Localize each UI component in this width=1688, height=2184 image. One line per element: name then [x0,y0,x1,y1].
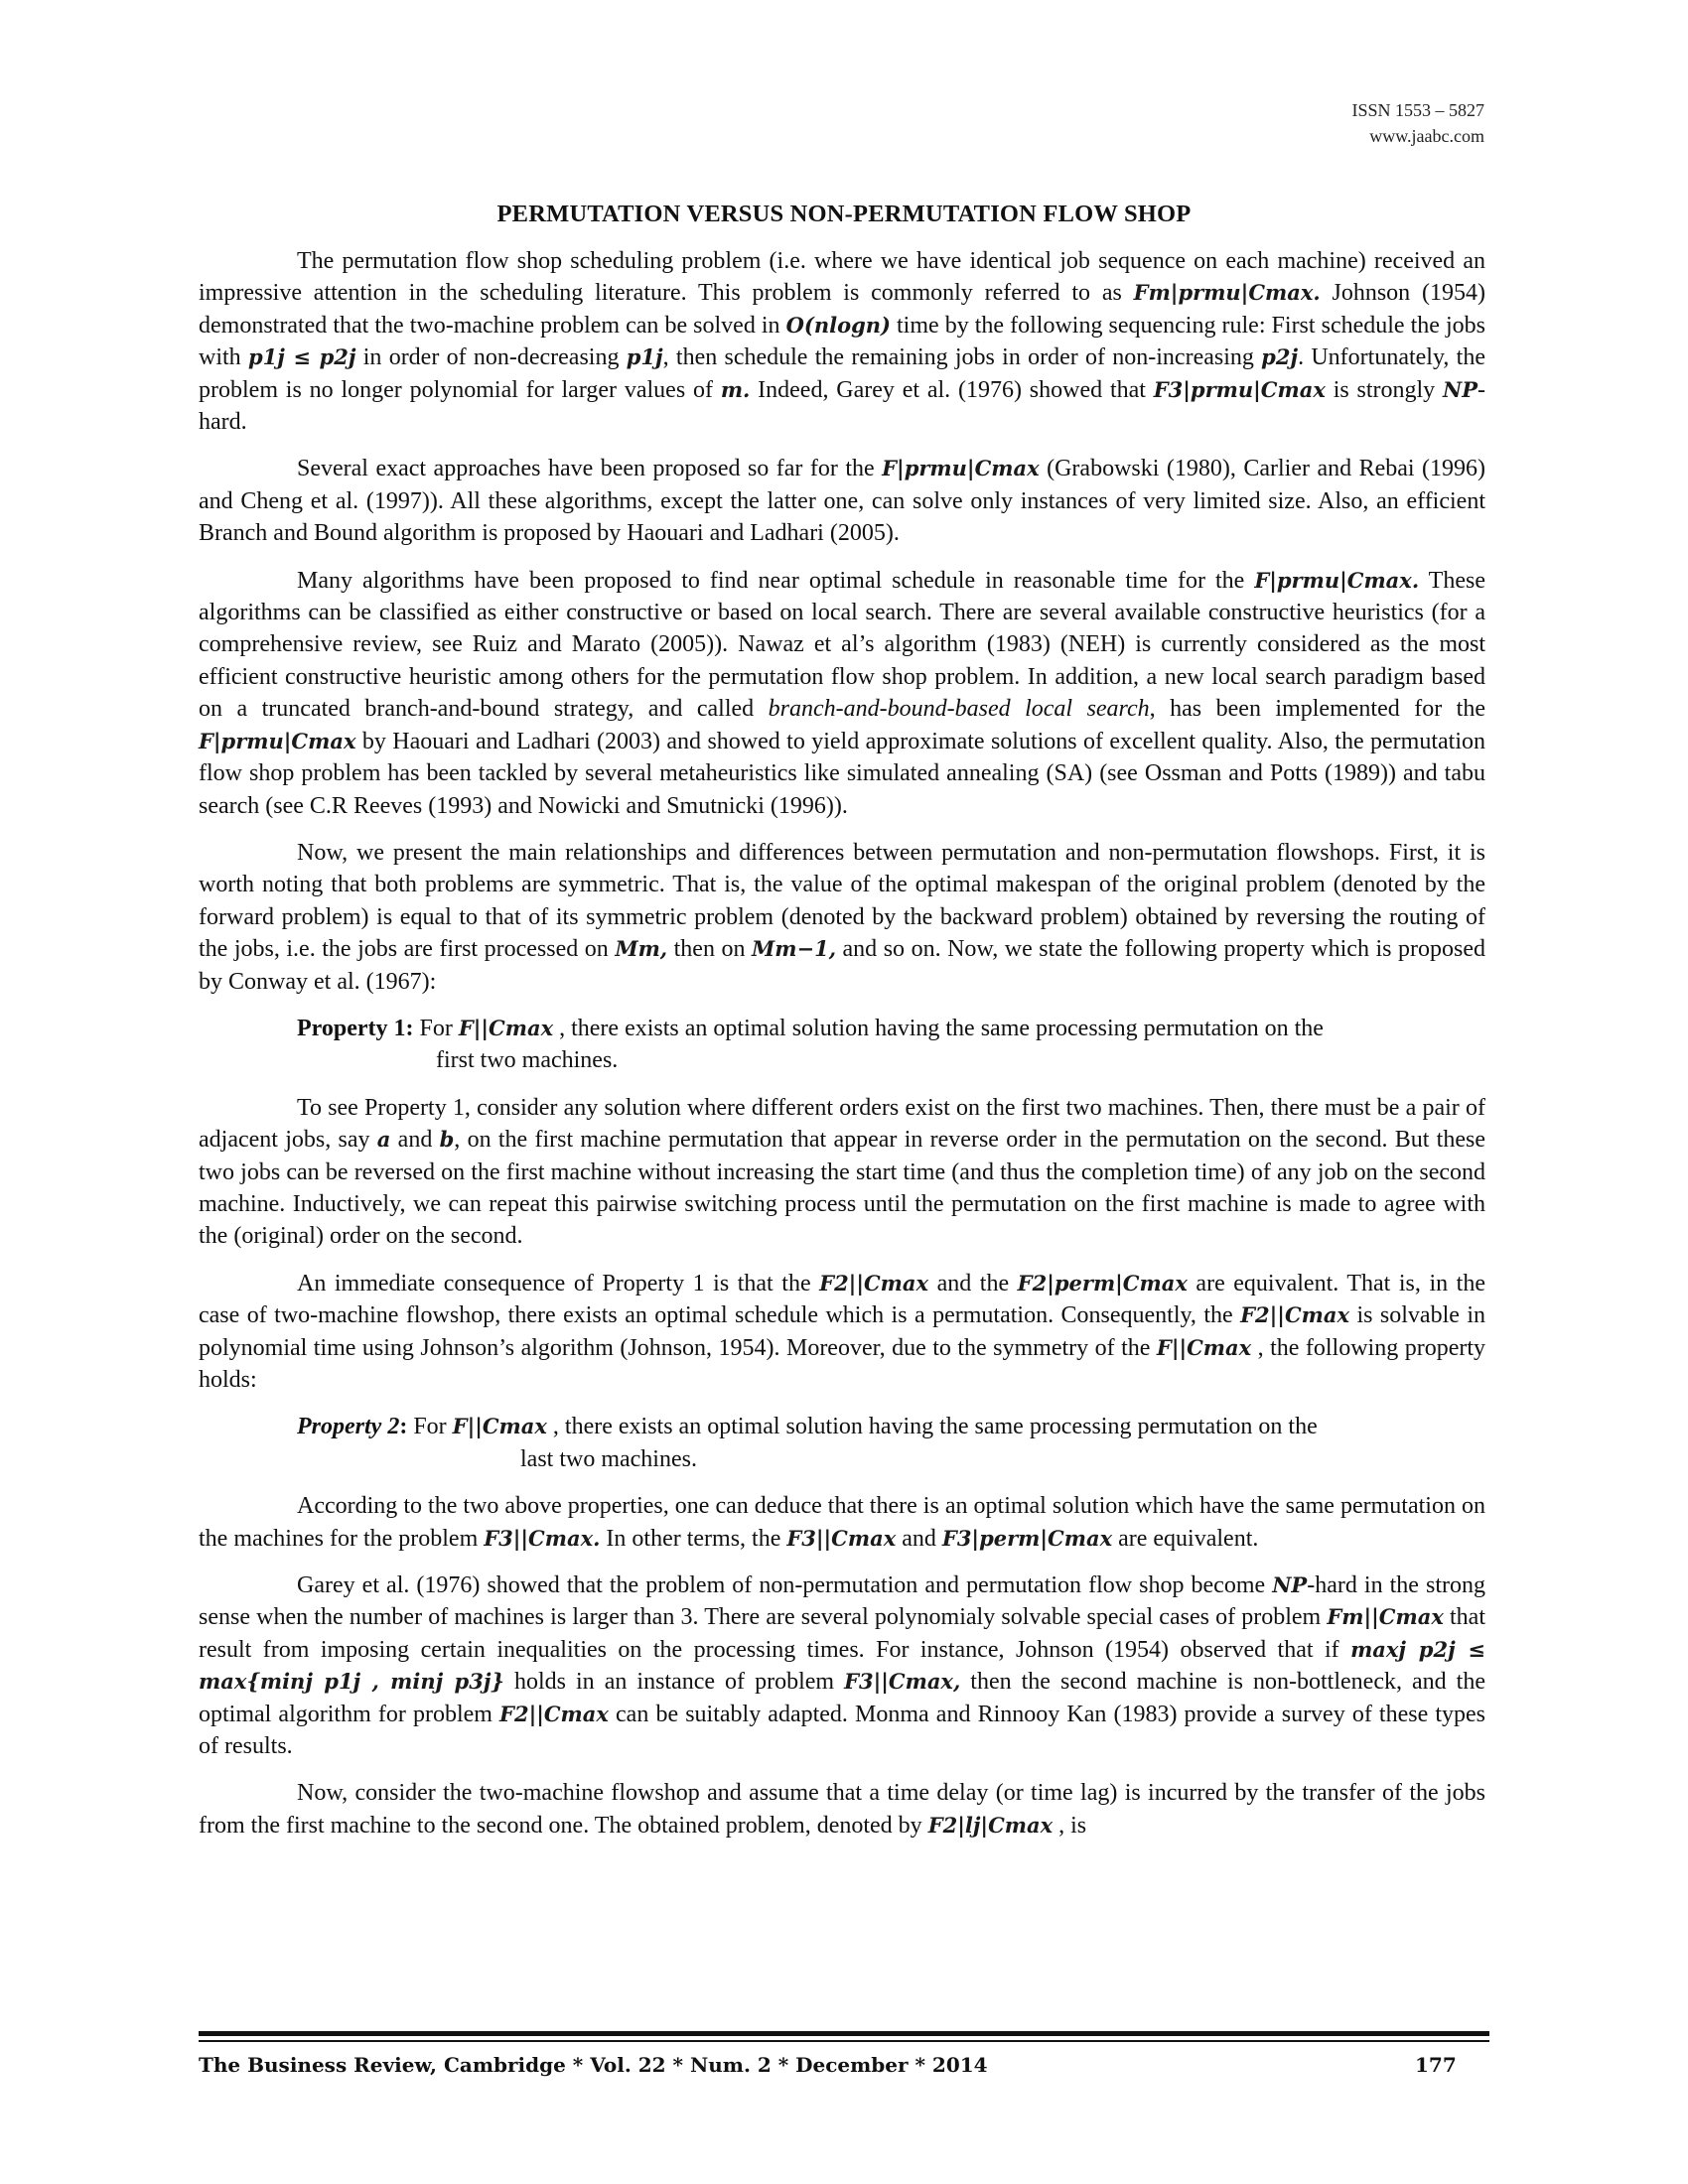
math-expression: m. [720,376,751,402]
paragraph [199,1777,1485,1842]
math-expression: F2||Cmax [1240,1302,1350,1328]
website-link[interactable]: www.jaabc.com [1369,126,1484,146]
paragraph [199,1490,1485,1555]
paragraph-text: , is [1053,1812,1087,1839]
page-header [1351,97,1484,149]
math-expression: maxj p2j ≤ max{minj p1j , minj p3j} [199,1636,1486,1695]
paragraph-text: is strongly [1325,376,1444,403]
paragraph-group-3 [199,1490,1485,1842]
math-expression: Fm|prmu|Cmax. [1133,280,1321,306]
math-expression: NP [1443,376,1478,402]
paragraph-text: . Unfortunately, the problem is no longer polynomial for larger values of [199,344,1485,403]
math-expression: F||Cmax [1156,1334,1252,1360]
paragraph-text: , the following property holds: [199,1334,1486,1393]
paragraph-text: that result from imposing certain inequalities on the processing times. For instance, Johnson (1954) observed that if [199,1604,1485,1663]
paragraph-text: and [896,1525,942,1552]
math-expression: a [376,1127,391,1153]
property-1-pre: For [413,1015,459,1041]
math-expression: F3||Cmax [786,1525,897,1551]
paragraph-text: According to the two above properties, one can deduce that there is an optimal solution which have the same permutation on the machines for the problem [199,1493,1485,1552]
paragraph-text: , has been implemented for the [1149,696,1486,723]
paragraph-text: , then schedule the remaining jobs in order of non-increasing [662,344,1262,371]
property-1-label: Property 1: [297,1015,414,1041]
paragraph-text: are equivalent. [1112,1525,1259,1552]
math-expression: NP [1272,1572,1308,1598]
paragraph-text: In other terms, the [600,1525,787,1552]
property-2-text: , there exists an optimal solution having the same processing permutation on the [546,1414,1318,1440]
paragraph [199,1570,1485,1762]
math-expression: F2||Cmax [819,1270,929,1296]
paragraph-text: holds in an instance of problem [503,1669,845,1696]
math-expression: Mm, [615,936,668,962]
section-title: PERMUTATION VERSUS NON-PERMUTATION FLOW SHOP [496,201,1192,227]
paragraph [199,453,1485,549]
property-1 [199,1013,1485,1077]
math-expression: p2j [1261,344,1299,370]
property-1-math: F||Cmax [458,1015,554,1040]
paragraph-text: Many algorithms have been proposed to find near optimal schedule in reasonable time for the [297,567,1255,594]
paragraph-text: are equivalent. That is, in the case of two-machine flowshop, there exists an optimal schedule which is a permutation. Consequently, the [199,1270,1485,1329]
paragraph-text: , on the first machine permutation that appear in reverse order in the permutation on the second. But these two jobs can be reversed on the first machine without increasing the start time (and thus the completion time) of any job on the second machine. Inductively, we can repeat this pairwise switching process until the permutation on the first machine is made to agree with the (original) order on the second. [199,1127,1485,1250]
property-2-label: Property 2 [297,1414,400,1440]
paragraph-text: -hard. [199,376,1486,436]
paragraph-text: Garey et al. (1976) showed that the problem of non-permutation and permutation flow shop become [297,1572,1273,1599]
paragraph-text: and so on. Now, we state the following property which is proposed by Conway et al. (1967): [199,936,1485,995]
paragraph-text: Johnson (1954) demonstrated that the two-machine problem can be solved in [199,280,1485,339]
property-2-continuation: last two machines. [520,1445,697,1472]
paragraph-group-1 [199,245,1485,998]
math-expression: F3|perm|Cmax [941,1525,1113,1551]
paragraph-text: An immediate consequence of Property 1 is that the [297,1270,820,1297]
paragraph-text: can be suitably adapted. Monma and Rinnooy Kan (1983) provide a survey of these types of results. [199,1701,1485,1760]
math-expression: Mm−1, [752,936,836,962]
math-expression: F3|prmu|Cmax [1153,376,1326,402]
paragraph-text: These algorithms can be classified as either constructive or based on local search. There are several available constructive heuristics (for a comprehensive review, see Ruiz and Marato (2005)). Nawaz et al’s algorithm (1983) (NEH) is currently considered as the most efficient constructive heuristic among others for the permutation flow shop problem. In addition, a new local search paradigm based on a truncated branch-and-bound strategy, and called [199,567,1485,723]
math-expression: F|prmu|Cmax. [1254,567,1420,593]
paragraph-text: To see Property 1, consider any solution where different orders exist on the first two machines. Then, there must be a pair of adjacent jobs, say [199,1094,1485,1154]
paragraph-text: and [390,1127,440,1154]
paragraph-text: Now, we present the main relationships and differences between permutation and non-permutation flowshops. First, it is worth noting that both problems are symmetric. That is, the value of the optimal makespan of the original problem (denoted by the forward problem) is equal to that of its symmetric problem (denoted by the backward problem) obtained by reversing the routing of the jobs, i.e. the jobs are first processed on [199,839,1485,963]
paragraph-text: The permutation flow shop scheduling problem (i.e. where we have identical job sequence on each machine) received an impressive attention in the scheduling literature. This problem is commonly referred to as [199,248,1485,307]
paragraph-text: Indeed, Garey et al. (1976) showed that [750,376,1154,403]
page-number: 177 [1415,2053,1457,2077]
paragraph-text: (Grabowski (1980), Carlier and Rebai (1996) and Cheng et al. (1997)). All these algorithms, except the latter one, can solve only instances of very limited size. Also, an efficient Branch and Bound algorithm is proposed by Haouari and Ladhari (2005). [199,456,1486,547]
paragraph [199,837,1485,998]
footer-rule [199,2031,1489,2036]
math-expression: p1j ≤ p2j [247,344,356,370]
property-1-continuation: first two machines. [436,1047,619,1074]
paragraph [199,1092,1485,1253]
math-expression: F2|perm|Cmax [1017,1270,1188,1296]
paragraph-text: then the second machine is non-bottleneck, and the optimal algorithm for problem [199,1669,1486,1727]
paragraph [199,1268,1485,1397]
issn-label: ISSN 1553 – 5827 [1351,100,1484,120]
paragraph-text: by Haouari and Ladhari (2003) and showed to yield approximate solutions of excellent quality. Also, the permutation flow shop problem has been tackled by several metaheuristics like simulated annealing (SA) (see Ossman and Potts (1989)) and tabu search (see C.R Reeves (1993) and Nowicki and Smutnicki (1996)). [199,728,1485,819]
paragraph-text: Now, consider the two-machine flowshop and assume that a time delay (or time lag) is incurred by the transfer of the jobs from the first machine to the second one. The obtained problem, denoted by [199,1780,1485,1839]
math-expression: F|prmu|Cmax [199,728,356,753]
journal-citation: The Business Review, Cambridge * Vol. 22 * Num. 2 * December * 2014 [199,2053,988,2077]
property-2-math: F||Cmax [452,1414,547,1439]
math-expression: F2|lj|Cmax [927,1812,1054,1838]
math-expression: p1j [626,344,663,370]
paragraph-text: in order of non-decreasing [355,344,627,371]
paragraph-text: time by the following sequencing rule: First schedule the jobs with [199,312,1486,371]
math-expression: F3||Cmax, [844,1669,961,1695]
paragraph-text: -hard in the strong sense when the number of machines is larger than 3. There are several polynomialy solvable special cases of problem [199,1572,1486,1631]
math-expression: Fm||Cmax [1327,1604,1444,1630]
property-2-colon: : [399,1414,408,1440]
math-expression: F3||Cmax. [484,1525,601,1551]
math-expression: F2||Cmax [499,1701,609,1726]
article-body [199,245,1485,1856]
emphasis-text: branch-and-bound-based local search [768,696,1150,723]
paragraph-text: Several exact approaches have been proposed so far for the [297,456,883,482]
math-expression: O(nlogn) [785,312,891,338]
paragraph-text: is solvable in polynomial time using Johnson’s algorithm (Johnson, 1954). Moreover, due to the symmetry of the [199,1302,1485,1361]
paragraph-group-2 [199,1092,1485,1397]
paragraph [199,245,1485,438]
math-expression: b [439,1127,455,1153]
paragraph-text: and the [928,1270,1018,1297]
footer-rule-thin [199,2040,1489,2042]
math-expression: F|prmu|Cmax [882,456,1040,481]
property-1-text: , there exists an optimal solution having the same processing permutation on the [553,1015,1324,1041]
paragraph-text: then on [667,936,753,963]
property-2 [199,1411,1485,1475]
paragraph [199,565,1485,822]
property-2-pre: For [407,1414,453,1440]
